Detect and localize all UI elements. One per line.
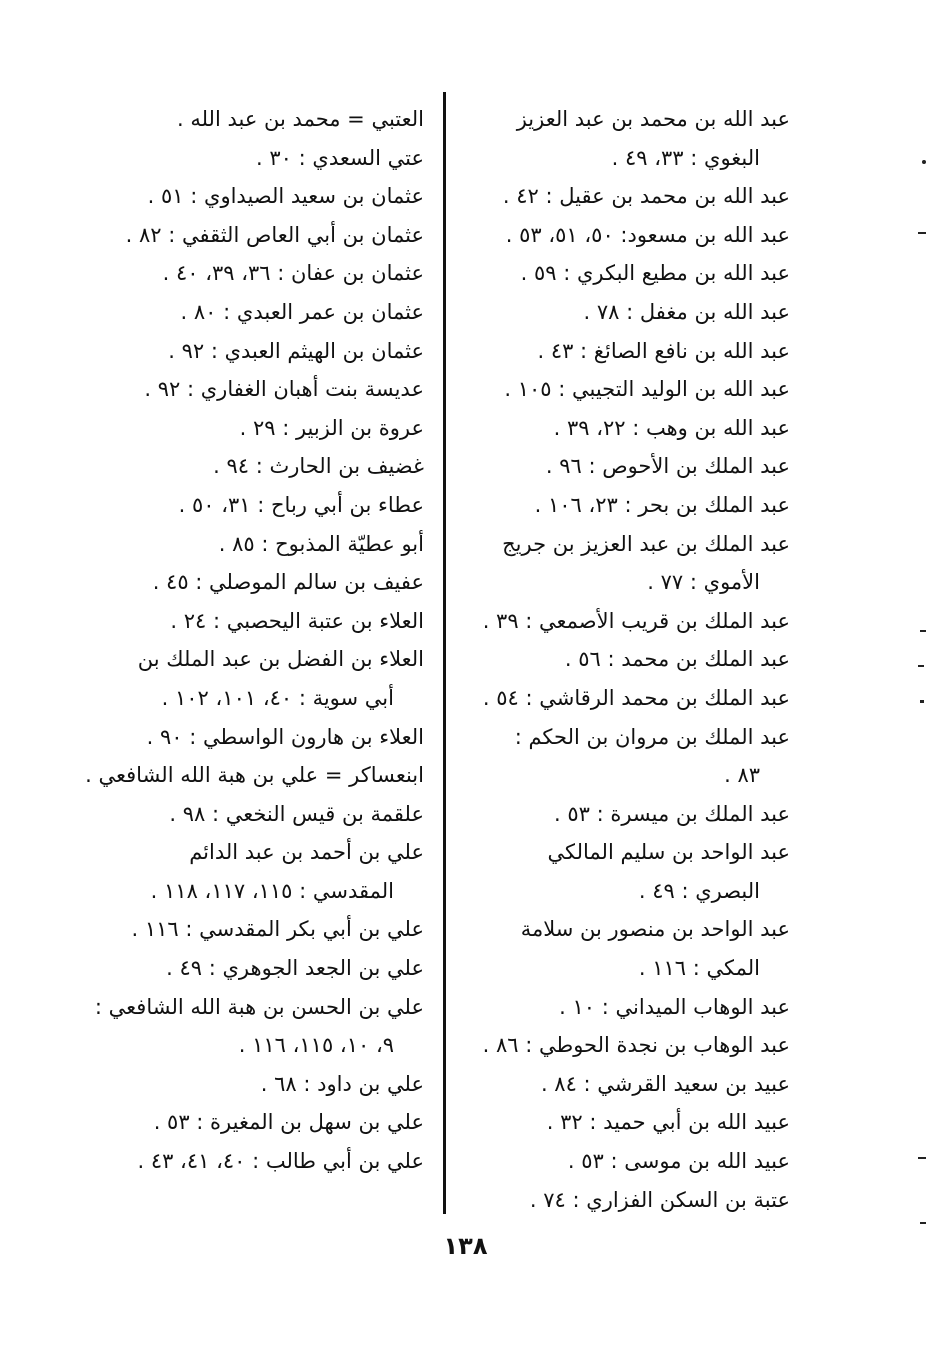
- index-entry: [450, 1142, 790, 1181]
- index-entry: [450, 409, 790, 448]
- index-entry: [450, 833, 790, 910]
- scan-speck: [922, 160, 926, 164]
- right-index-column: [450, 100, 790, 1219]
- index-entry-head: عطاء بن أبي رباح : ٣١، ٥٠ .: [178, 492, 424, 517]
- index-entry-head: عبد الله بن الوليد التجيبي : ١٠٥ .: [504, 377, 790, 402]
- index-entry: [84, 293, 424, 332]
- scan-speck: [920, 630, 926, 632]
- index-entry: [84, 640, 424, 717]
- index-entry-head: علقمة بن قيس النخعي : ٩٨ .: [169, 801, 424, 826]
- index-entry: [84, 1103, 424, 1142]
- index-entry: [84, 718, 424, 757]
- index-entry: [84, 409, 424, 448]
- scan-speck: [918, 232, 926, 234]
- index-entry-head: عبد الله بن محمد بن عقيل : ٤٢ .: [502, 184, 790, 209]
- index-entry: [84, 177, 424, 216]
- index-entry-head: عروة بن الزبير : ٢٩ .: [239, 415, 424, 440]
- index-entry: [84, 216, 424, 255]
- index-entry: [450, 1026, 790, 1065]
- index-entry: [84, 1142, 424, 1181]
- index-entry-head: علي بن الجعد الجوهري : ٤٩ .: [166, 956, 424, 981]
- index-entry-head: علي بن أبي طالب : ٤٠، ٤١، ٤٣ .: [137, 1149, 424, 1174]
- index-entry-head: عبد الملك بن محمد : ٥٦ .: [564, 647, 790, 672]
- index-entry-head: عبد الوهاب الميداني : ١٠ .: [559, 994, 790, 1019]
- index-entry-head: أبو عطيّة المذبوح : ٨٥ .: [218, 531, 424, 556]
- index-entry-head: عبيد الله بن أبي حميد : ٣٢ .: [546, 1110, 790, 1135]
- index-entry-head: عبد الملك بن محمد الرقاشي : ٥٤ .: [482, 685, 790, 710]
- index-entry-head: العلاء بن هارون الواسطي : ٩٠ .: [146, 724, 424, 749]
- index-entry-head: العتبي = محمد بن عبد الله .: [177, 107, 424, 131]
- index-entry-head: عثمان بن أبي العاص الثقفي : ٨٢ .: [125, 222, 424, 247]
- index-entry: [450, 679, 790, 718]
- index-entry: [450, 988, 790, 1027]
- index-entry-head: عتي السعدي : ٣٠ .: [256, 145, 424, 170]
- index-entry: [84, 254, 424, 293]
- index-entry: [450, 100, 790, 177]
- index-entry: [450, 370, 790, 409]
- index-entry: [450, 795, 790, 834]
- index-entry-continuation: الأموي : ٧٧ .: [647, 570, 760, 595]
- index-entry-continuation: المكي : ١١٦ .: [638, 956, 760, 981]
- index-entry: [84, 1065, 424, 1104]
- index-entry-head: عبد الله بن مسعود: ٥٠، ٥١، ٥٣ .: [505, 222, 790, 247]
- index-entry: [84, 756, 424, 795]
- index-entry: [450, 177, 790, 216]
- index-entry-head: عبد الملك بن بحر : ٢٣، ١٠٦ .: [534, 492, 790, 517]
- index-entry: [84, 486, 424, 525]
- scan-speck: [918, 1157, 926, 1159]
- index-entry-head: عبد الملك بن مروان بن الحكم :: [514, 724, 790, 749]
- index-entry-head: عبيد بن سعيد القرشي : ٨٤ .: [540, 1071, 790, 1096]
- index-entry: [84, 949, 424, 988]
- index-entry-continuation: المقدسي : ١١٥، ١١٧، ١١٨ .: [150, 878, 394, 903]
- scan-speck: [920, 700, 924, 703]
- index-entry: [450, 486, 790, 525]
- index-entry: [84, 910, 424, 949]
- index-entry: [84, 370, 424, 409]
- index-entry-head: عبيد الله بن موسى : ٥٣ .: [567, 1149, 790, 1174]
- index-entry-head: غضيف بن الحارث : ٩٤ .: [213, 454, 424, 479]
- page-number: ١٣٨: [443, 1232, 488, 1260]
- index-entry-head: عبد الملك بن قريب الأصمعي : ٣٩ .: [482, 608, 790, 633]
- index-entry: [450, 254, 790, 293]
- index-entry-head: عبد الملك بن عبد العزيز بن جريج: [502, 531, 790, 556]
- left-index-column: [84, 100, 424, 1181]
- index-entry-continuation: البغوي : ٣٣، ٤٩ .: [611, 145, 760, 170]
- index-entry: [450, 293, 790, 332]
- index-entry-head: علي بن أحمد بن عبد الدائم: [189, 840, 424, 865]
- index-entry-head: عبد الملك بن ميسرة : ٥٣ .: [553, 801, 790, 826]
- index-entry-head: عبد الله بن مغفل : ٧٨ .: [583, 299, 790, 324]
- index-entry: [450, 332, 790, 371]
- index-entry-head: عبد الله بن وهب : ٢٢، ٣٩ .: [553, 415, 790, 440]
- index-entry: [450, 718, 790, 795]
- index-entry-continuation: أبي سوية : ٤٠، ١٠١، ١٠٢ .: [161, 685, 394, 710]
- column-divider: [443, 92, 446, 1214]
- index-entry-head: عبد الله بن محمد بن عبد العزيز: [516, 107, 790, 131]
- index-entry-head: عبد الوهاب بن نجدة الحوطي : ٨٦ .: [482, 1033, 790, 1058]
- index-entry-head: عتبة بن السكن الفزاري : ٧٤ .: [529, 1187, 790, 1212]
- index-entry: [84, 795, 424, 834]
- index-entry-head: علي بن سهل بن المغيرة : ٥٣ .: [153, 1110, 424, 1135]
- index-entry-head: علي بن أبي بكر المقدسي : ١١٦ .: [131, 917, 424, 942]
- index-entry: [84, 139, 424, 178]
- index-entry: [450, 602, 790, 641]
- index-entry-head: عبد الواحد بن منصور بن سلامة: [520, 917, 790, 942]
- index-entry: [84, 100, 424, 139]
- index-entry: [84, 332, 424, 371]
- index-entry-head: عثمان بن الهيثم العبدي : ٩٢ .: [168, 338, 424, 363]
- scan-speck: [918, 665, 924, 667]
- index-entry: [450, 910, 790, 987]
- index-entry: [84, 525, 424, 564]
- index-entry-continuation: البصري : ٤٩ .: [638, 878, 760, 903]
- scan-speck: [920, 1222, 926, 1224]
- index-entry-head: ابنعساكر = علي بن هبة الله الشافعي .: [85, 763, 424, 788]
- index-entry: [84, 833, 424, 910]
- index-entry: [450, 640, 790, 679]
- index-entry-head: عثمان بن سعيد الصيداوي : ٥١ .: [147, 184, 424, 209]
- index-entry-head: علي بن الحسن بن هبة الله الشافعي :: [94, 994, 424, 1019]
- index-entry-head: عفيف بن سالم الموصلي : ٤٥ .: [152, 570, 424, 595]
- index-entry-head: عبد الله بن نافع الصائغ : ٤٣ .: [537, 338, 790, 363]
- index-entry: [84, 602, 424, 641]
- index-entry: [84, 988, 424, 1065]
- index-entry-head: العلاء بن عتبة اليحصبي : ٢٤ .: [170, 608, 424, 633]
- index-entry: [84, 447, 424, 486]
- index-entry-head: عديسة بنت أهبان الغفاري : ٩٢ .: [144, 377, 424, 402]
- index-entry-head: عبد الملك بن الأحوص : ٩٦ .: [545, 454, 790, 479]
- index-entry-head: عبد الواحد بن سليم المالكي: [547, 840, 790, 865]
- index-entry-continuation: ٩، ١٠، ١١٥، ١١٦ .: [238, 1033, 394, 1058]
- index-entry: [450, 525, 790, 602]
- index-entry: [450, 1181, 790, 1220]
- index-entry-head: عبد الله بن مطيع البكري : ٥٩ .: [520, 261, 790, 286]
- index-entry: [450, 216, 790, 255]
- index-entry: [450, 1103, 790, 1142]
- index-entry-head: عثمان بن عفان : ٣٦، ٣٩، ٤٠ .: [162, 261, 424, 286]
- index-entry: [450, 1065, 790, 1104]
- index-entry: [84, 563, 424, 602]
- index-entry-head: عثمان بن عمر العبدي : ٨٠ .: [180, 299, 424, 324]
- index-entry-continuation: ٨٣ .: [724, 763, 760, 788]
- index-entry: [450, 447, 790, 486]
- index-entry-head: علي بن داود : ٦٨ .: [260, 1071, 424, 1096]
- index-entry-head: العلاء بن الفضل بن عبد الملك بن: [137, 647, 424, 672]
